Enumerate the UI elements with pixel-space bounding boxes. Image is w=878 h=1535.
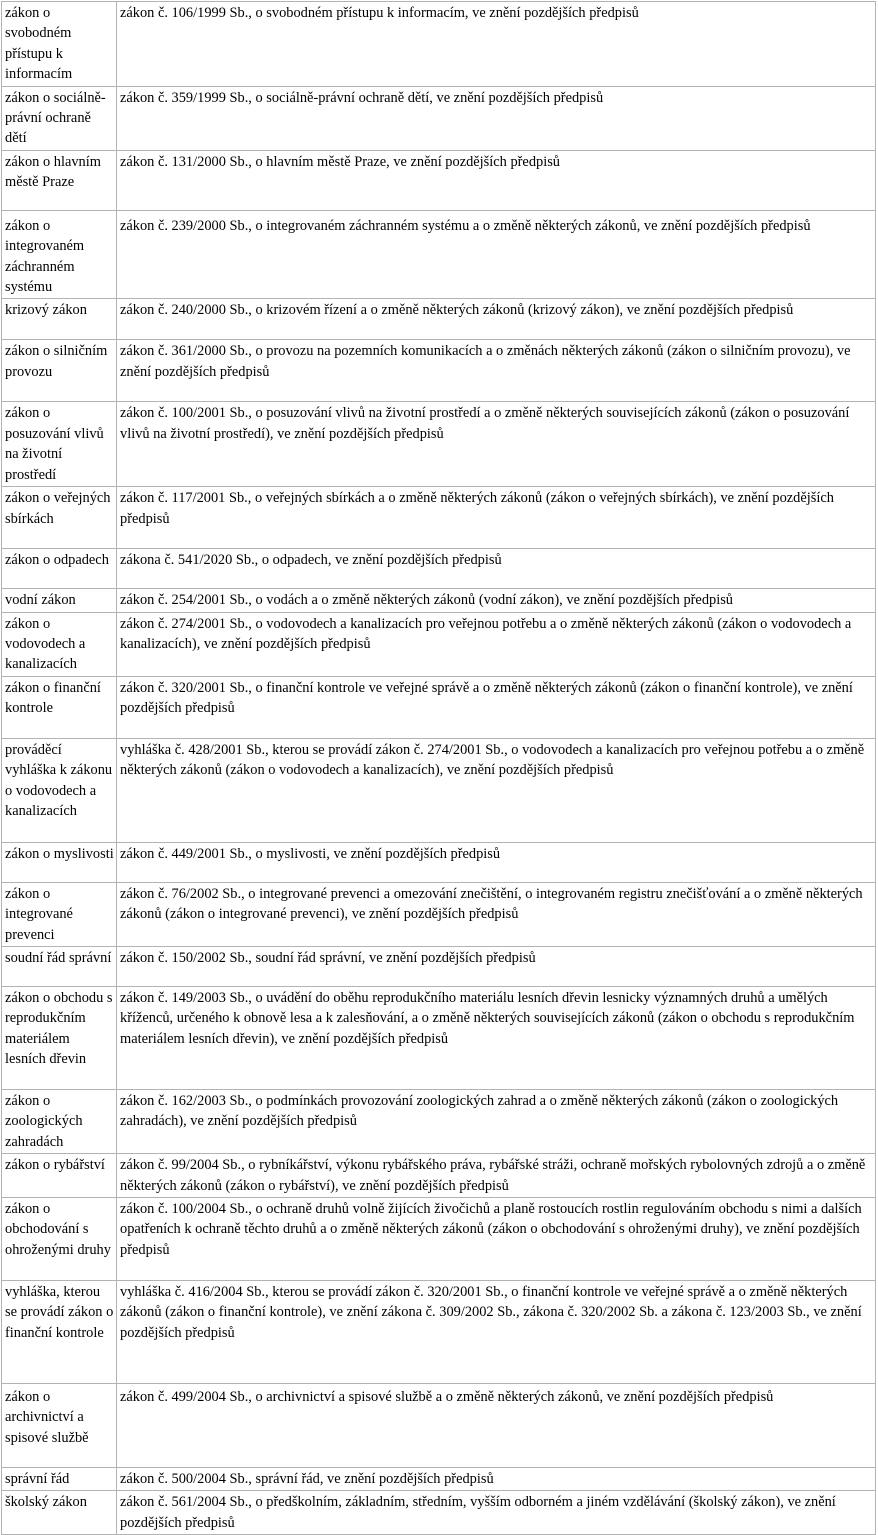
- short-name-cell: zákon o posuzování vlivů na životní prostředí: [2, 402, 117, 487]
- short-name-cell: prováděcí vyhláška k zákonu o vodovodech a kanalizacích: [2, 738, 117, 842]
- table-row: [2, 676, 876, 738]
- full-citation-cell: vyhláška č. 428/2001 Sb., kterou se provádí zákon č. 274/2001 Sb., o vodovodech a kanalizacích pro veřejnou potřebu a o změně některých zákonů (zákon o vodovodech a kanalizacích), ve znění pozdějších předpisů: [117, 738, 876, 842]
- full-citation-cell: zákona č. 541/2020 Sb., o odpadech, ve znění pozdějších předpisů: [117, 549, 876, 589]
- legislation-abbreviation-table: [1, 1, 876, 1535]
- full-citation-cell: zákon č. 106/1999 Sb., o svobodném přístupu k informacím, ve znění pozdějších předpisů: [117, 2, 876, 87]
- full-citation-cell: zákon č. 359/1999 Sb., o sociálně-právní ochraně dětí, ve znění pozdějších předpisů: [117, 86, 876, 150]
- table-row: [2, 1154, 876, 1198]
- table-row: [2, 1089, 876, 1153]
- short-name-cell: zákon o integrované prevenci: [2, 882, 117, 946]
- table-row: [2, 549, 876, 589]
- full-citation-cell: zákon č. 500/2004 Sb., správní řád, ve znění pozdějších předpisů: [117, 1467, 876, 1490]
- full-citation-cell: zákon č. 274/2001 Sb., o vodovodech a kanalizacích pro veřejnou potřebu a o změně některých zákonů (zákon o vodovodech a kanalizacích), ve znění pozdějších předpisů: [117, 612, 876, 676]
- full-citation-cell: zákon č. 149/2003 Sb., o uvádění do oběhu reprodukčního materiálu lesních dřevin lesnicky významných druhů a umělých kříženců, určeného k obnově lesa a k zalesňování, a o změně některých souvisejících zákonů (zákon o obchodu s reprodukčním materiálem lesních dřevin), ve znění pozdějších předpisů: [117, 986, 876, 1089]
- table-row: [2, 487, 876, 549]
- table-row: [2, 612, 876, 676]
- short-name-cell: zákon o integrovaném záchranném systému: [2, 210, 117, 299]
- full-citation-cell: zákon č. 76/2002 Sb., o integrované prevenci a omezování znečištění, o integrovaném registru znečišťování a o změně některých zákonů (zákon o integrované prevenci), ve znění pozdějších předpisů: [117, 882, 876, 946]
- full-citation-cell: zákon č. 100/2004 Sb., o ochraně druhů volně žijících živočichů a planě rostoucích rostlin regulováním obchodu s nimi a dalších opatřeních k ochraně těchto druhů a o změně některých zákonů (zákon o obchodování s ohroženými druhy), ve znění pozdějších předpisů: [117, 1197, 876, 1280]
- table-row: [2, 589, 876, 612]
- full-citation-cell: zákon č. 499/2004 Sb., o archivnictví a spisové službě a o změně některých zákonů, ve znění pozdějších předpisů: [117, 1383, 876, 1467]
- table-row: [2, 402, 876, 487]
- short-name-cell: krizový zákon: [2, 299, 117, 340]
- table-row: [2, 1280, 876, 1383]
- table-row: [2, 1197, 876, 1280]
- short-name-cell: zákon o rybářství: [2, 1154, 117, 1198]
- table-row: [2, 340, 876, 402]
- short-name-cell: zákon o myslivosti: [2, 842, 117, 882]
- full-citation-cell: zákon č. 162/2003 Sb., o podmínkách provozování zoologických zahrad a o změně některých zákonů (zákon o zoologických zahradách), ve znění pozdějších předpisů: [117, 1089, 876, 1153]
- full-citation-cell: zákon č. 561/2004 Sb., o předškolním, základním, středním, vyšším odborném a jiném vzdělávání (školský zákon), ve znění pozdějších předpisů: [117, 1491, 876, 1535]
- short-name-cell: zákon o odpadech: [2, 549, 117, 589]
- table-row: [2, 86, 876, 150]
- full-citation-cell: vyhláška č. 416/2004 Sb., kterou se provádí zákon č. 320/2001 Sb., o finanční kontrole ve veřejné správě a o změně některých zákonů (zákon o finanční kontrole), ve znění zákona č. 309/2002 Sb., zákona č. 320/2002 Sb. a zákona č. 123/2003 Sb., ve znění pozdějších předpisů: [117, 1280, 876, 1383]
- table-row: [2, 1383, 876, 1467]
- short-name-cell: zákon o silničním provozu: [2, 340, 117, 402]
- full-citation-cell: zákon č. 131/2000 Sb., o hlavním městě Praze, ve znění pozdějších předpisů: [117, 150, 876, 210]
- short-name-cell: zákon o sociálně-právní ochraně dětí: [2, 86, 117, 150]
- table-row: [2, 210, 876, 299]
- short-name-cell: zákon o finanční kontrole: [2, 676, 117, 738]
- short-name-cell: zákon o veřejných sbírkách: [2, 487, 117, 549]
- full-citation-cell: zákon č. 254/2001 Sb., o vodách a o změně některých zákonů (vodní zákon), ve znění pozdějších předpisů: [117, 589, 876, 612]
- table-row: [2, 986, 876, 1089]
- table-row: [2, 842, 876, 882]
- full-citation-cell: zákon č. 150/2002 Sb., soudní řád správní, ve znění pozdějších předpisů: [117, 946, 876, 986]
- table-row: [2, 1491, 876, 1535]
- table-row: [2, 1467, 876, 1490]
- short-name-cell: zákon o svobodném přístupu k informacím: [2, 2, 117, 87]
- short-name-cell: školský zákon: [2, 1491, 117, 1535]
- table-row: [2, 299, 876, 340]
- table-row: [2, 150, 876, 210]
- short-name-cell: zákon o zoologických zahradách: [2, 1089, 117, 1153]
- table-row: [2, 2, 876, 87]
- table-row: [2, 738, 876, 842]
- full-citation-cell: zákon č. 239/2000 Sb., o integrovaném záchranném systému a o změně některých zákonů, ve znění pozdějších předpisů: [117, 210, 876, 299]
- short-name-cell: zákon o vodovodech a kanalizacích: [2, 612, 117, 676]
- table-body: [2, 2, 876, 1535]
- full-citation-cell: zákon č. 320/2001 Sb., o finanční kontrole ve veřejné správě a o změně některých zákonů (zákon o finanční kontrole), ve znění pozdějších předpisů: [117, 676, 876, 738]
- short-name-cell: vodní zákon: [2, 589, 117, 612]
- full-citation-cell: zákon č. 117/2001 Sb., o veřejných sbírkách a o změně některých zákonů (zákon o veřejných sbírkách), ve znění pozdějších předpisů: [117, 487, 876, 549]
- table-row: [2, 946, 876, 986]
- full-citation-cell: zákon č. 361/2000 Sb., o provozu na pozemních komunikacích a o změnách některých zákonů (zákon o silničním provozu), ve znění pozdějších předpisů: [117, 340, 876, 402]
- short-name-cell: zákon o archivnictví a spisové službě: [2, 1383, 117, 1467]
- short-name-cell: vyhláška, kterou se provádí zákon o finanční kontrole: [2, 1280, 117, 1383]
- short-name-cell: zákon o hlavním městě Praze: [2, 150, 117, 210]
- full-citation-cell: zákon č. 100/2001 Sb., o posuzování vlivů na životní prostředí a o změně některých souvisejících zákonů (zákon o posuzování vlivů na životní prostředí), ve znění pozdějších předpisů: [117, 402, 876, 487]
- short-name-cell: správní řád: [2, 1467, 117, 1490]
- short-name-cell: zákon o obchodování s ohroženými druhy: [2, 1197, 117, 1280]
- table-row: [2, 882, 876, 946]
- short-name-cell: soudní řád správní: [2, 946, 117, 986]
- full-citation-cell: zákon č. 449/2001 Sb., o myslivosti, ve znění pozdějších předpisů: [117, 842, 876, 882]
- short-name-cell: zákon o obchodu s reprodukčním materiálem lesních dřevin: [2, 986, 117, 1089]
- full-citation-cell: zákon č. 240/2000 Sb., o krizovém řízení a o změně některých zákonů (krizový zákon), ve znění pozdějších předpisů: [117, 299, 876, 340]
- full-citation-cell: zákon č. 99/2004 Sb., o rybníkářství, výkonu rybářského práva, rybářské stráži, ochraně mořských rybolovných zdrojů a o změně některých zákonů (zákon o rybářství), ve znění pozdějších předpisů: [117, 1154, 876, 1198]
